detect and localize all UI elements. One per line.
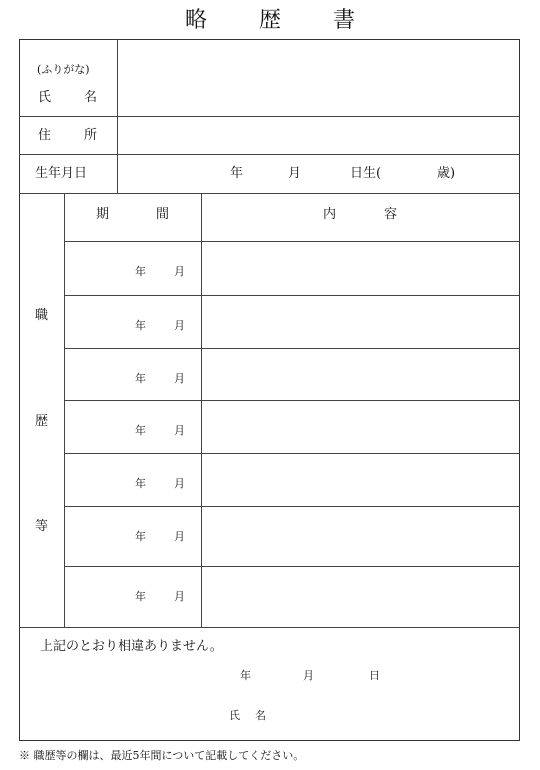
career-month-unit: 月 bbox=[174, 319, 185, 332]
career-row-divider bbox=[64, 295, 520, 296]
career-row-divider bbox=[64, 506, 520, 507]
birth-month-unit: 月 bbox=[288, 166, 302, 181]
career-year-unit: 年 bbox=[135, 265, 146, 278]
career-side-divider bbox=[64, 193, 65, 627]
career-month-unit: 月 bbox=[174, 590, 185, 603]
period-header-char: 期 bbox=[96, 207, 110, 222]
address-label-char: 所 bbox=[84, 128, 98, 143]
declaration-day-unit: 日 bbox=[369, 669, 380, 682]
address-label-char: 住 bbox=[38, 128, 52, 143]
name-label-char: 名 bbox=[84, 90, 98, 105]
furigana-label: (ふりがな) bbox=[37, 63, 90, 76]
birth-day-unit: 日生( bbox=[350, 166, 382, 181]
career-year-unit: 年 bbox=[135, 424, 146, 437]
row-divider bbox=[19, 627, 520, 628]
career-year-unit: 年 bbox=[135, 530, 146, 543]
career-month-unit: 月 bbox=[174, 477, 185, 490]
title-char: 書 bbox=[333, 8, 356, 33]
row-divider bbox=[19, 193, 520, 194]
career-row-divider bbox=[64, 566, 520, 567]
period-header-char: 間 bbox=[156, 207, 170, 222]
career-year-unit: 年 bbox=[135, 319, 146, 332]
declaration-month-unit: 月 bbox=[303, 669, 314, 682]
career-month-unit: 月 bbox=[174, 372, 185, 385]
career-year-unit: 年 bbox=[135, 372, 146, 385]
title-char: 歴 bbox=[258, 8, 281, 33]
career-side-label-char: 歴 bbox=[35, 414, 49, 429]
period-content-divider bbox=[201, 193, 202, 627]
birthdate-label: 生年月日 bbox=[35, 166, 88, 181]
career-month-unit: 月 bbox=[174, 265, 185, 278]
career-year-unit: 年 bbox=[135, 477, 146, 490]
career-month-unit: 月 bbox=[174, 530, 185, 543]
address-input-area[interactable] bbox=[118, 117, 519, 154]
career-month-unit: 月 bbox=[174, 424, 185, 437]
career-year-unit: 年 bbox=[135, 590, 146, 603]
birth-year-unit: 年 bbox=[230, 166, 244, 181]
career-side-label-char: 職 bbox=[35, 308, 49, 323]
career-row-divider bbox=[64, 400, 520, 401]
footnote: ※ 職歴等の欄は、最近5年間について記載してください。 bbox=[19, 749, 305, 762]
career-row-divider bbox=[64, 453, 520, 454]
name-input-area[interactable] bbox=[118, 40, 519, 116]
row-divider bbox=[19, 154, 520, 155]
document-title bbox=[0, 6, 540, 36]
signature-name-label-char: 氏 bbox=[229, 709, 240, 722]
declaration-year-unit: 年 bbox=[240, 669, 251, 682]
career-side-label-char: 等 bbox=[35, 519, 49, 534]
name-label-char: 氏 bbox=[38, 90, 52, 105]
career-row-divider bbox=[64, 348, 520, 349]
career-row-divider bbox=[64, 241, 520, 242]
age-unit: 歳) bbox=[437, 166, 456, 181]
content-header-char: 内 bbox=[323, 207, 337, 222]
title-char: 略 bbox=[184, 8, 207, 33]
signature-name-label-char: 名 bbox=[255, 709, 266, 722]
content-header-char: 容 bbox=[384, 207, 398, 222]
declaration-text: 上記のとおり相違ありません。 bbox=[40, 639, 223, 654]
